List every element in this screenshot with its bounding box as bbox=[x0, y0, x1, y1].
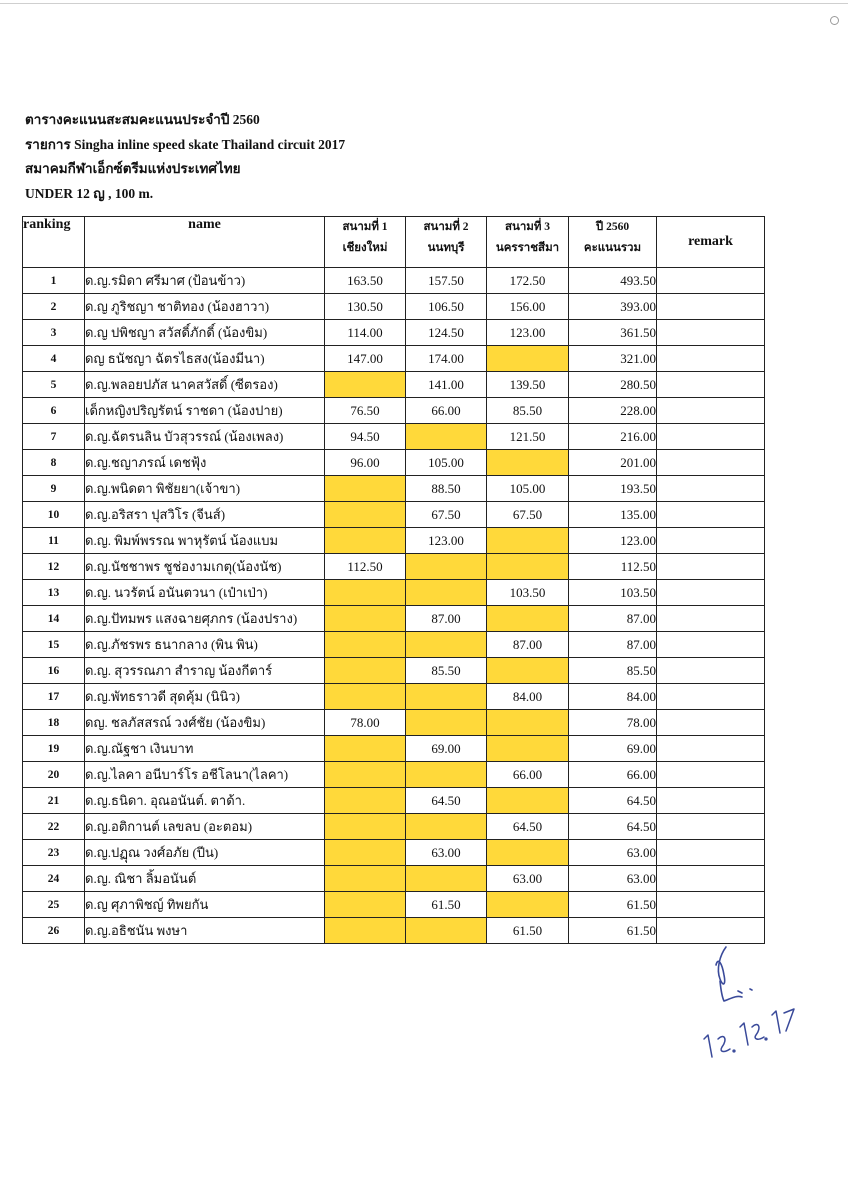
venue3-score-cell: 139.50 bbox=[487, 372, 569, 398]
rank-cell: 26 bbox=[23, 918, 85, 944]
table-row bbox=[23, 294, 765, 320]
athlete-name-cell: ดญ ธนัชญา ฉัตรไธสง(น้องมีนา) bbox=[85, 346, 325, 372]
table-row bbox=[23, 892, 765, 918]
venue3-score-cell bbox=[487, 658, 569, 684]
rank-cell: 3 bbox=[23, 320, 85, 346]
venue3-score-cell: 66.00 bbox=[487, 762, 569, 788]
rank-cell: 23 bbox=[23, 840, 85, 866]
remark-cell bbox=[657, 476, 765, 502]
signature-strokes bbox=[716, 947, 752, 1001]
venue2-score-cell bbox=[406, 632, 487, 658]
venue1-score-cell: 78.00 bbox=[325, 710, 406, 736]
venue3-score-cell: 105.00 bbox=[487, 476, 569, 502]
header-category: UNDER 12 ญ , 100 m. bbox=[25, 185, 154, 201]
remark-cell bbox=[657, 632, 765, 658]
athlete-name-cell: ด.ญ.ฉัตรนลิน บัวสุวรรณ์ (น้องเพลง) bbox=[85, 424, 325, 450]
venue1-score-cell: 163.50 bbox=[325, 268, 406, 294]
table-row bbox=[23, 918, 765, 944]
venue3-score-cell: 61.50 bbox=[487, 918, 569, 944]
remark-cell bbox=[657, 788, 765, 814]
athlete-name-cell: ด.ญ.อธิชนัน พงษา bbox=[85, 918, 325, 944]
venue2-score-cell bbox=[406, 814, 487, 840]
table-row bbox=[23, 424, 765, 450]
venue2-score-cell: 157.50 bbox=[406, 268, 487, 294]
athlete-name-cell: ด.ญ.นัชชาพร ชูช่องามเกตุ(น้องนัช) bbox=[85, 554, 325, 580]
venue1-score-cell bbox=[325, 918, 406, 944]
rank-cell: 22 bbox=[23, 814, 85, 840]
total-score-cell: 64.50 bbox=[569, 788, 657, 814]
remark-cell bbox=[657, 814, 765, 840]
venue1-place: เชียงใหม่ bbox=[342, 242, 388, 254]
venue3-score-cell: 67.50 bbox=[487, 502, 569, 528]
remark-cell bbox=[657, 320, 765, 346]
remark-cell bbox=[657, 268, 765, 294]
athlete-name-cell: ด.ญ.ภัชรพร ธนากลาง (พิน พิน) bbox=[85, 632, 325, 658]
athlete-name-cell: ด.ญ. สุวรรณภา สำราญ น้องกีตาร์ bbox=[85, 658, 325, 684]
venue2-score-cell: 85.50 bbox=[406, 658, 487, 684]
total-score-cell: 63.00 bbox=[569, 840, 657, 866]
venue1-score-cell bbox=[325, 684, 406, 710]
venue1-score-cell bbox=[325, 866, 406, 892]
table-row bbox=[23, 736, 765, 762]
total-score-cell: 61.50 bbox=[569, 892, 657, 918]
table-row bbox=[23, 554, 765, 580]
venue1-score-cell bbox=[325, 840, 406, 866]
rank-cell: 6 bbox=[23, 398, 85, 424]
rank-cell: 5 bbox=[23, 372, 85, 398]
venue3-score-cell: 87.00 bbox=[487, 632, 569, 658]
table-row bbox=[23, 762, 765, 788]
athlete-name-cell: ด.ญ. นวรัตน์ อนันตวนา (เป๋าเป่า) bbox=[85, 580, 325, 606]
col-header-venue3 bbox=[487, 217, 569, 268]
venue1-score-cell bbox=[325, 762, 406, 788]
table-row bbox=[23, 866, 765, 892]
venue3-title: สนามที่ 3 bbox=[504, 221, 551, 233]
remark-cell bbox=[657, 554, 765, 580]
venue2-score-cell: 63.00 bbox=[406, 840, 487, 866]
athlete-name-cell: ด.ญ ปพิชญา สวัสดิ์ภักดิ์ (น้องขิม) bbox=[85, 320, 325, 346]
score-table-body bbox=[23, 268, 765, 944]
venue2-score-cell: 69.00 bbox=[406, 736, 487, 762]
venue1-score-cell bbox=[325, 580, 406, 606]
athlete-name-cell: ด.ญ.พัทธราวดี สุดคุ้ม (นินิว) bbox=[85, 684, 325, 710]
remark-cell bbox=[657, 580, 765, 606]
venue3-score-cell: 156.00 bbox=[487, 294, 569, 320]
venue1-score-cell bbox=[325, 788, 406, 814]
remark-cell bbox=[657, 658, 765, 684]
table-row bbox=[23, 398, 765, 424]
venue2-score-cell: 124.50 bbox=[406, 320, 487, 346]
remark-cell bbox=[657, 502, 765, 528]
rank-cell: 10 bbox=[23, 502, 85, 528]
remark-cell bbox=[657, 840, 765, 866]
athlete-name-cell: ด.ญ. พิมพ์พรรณ พาหุรัตน์ น้องแบม bbox=[85, 528, 325, 554]
venue2-score-cell: 64.50 bbox=[406, 788, 487, 814]
total-score-cell: 84.00 bbox=[569, 684, 657, 710]
total-score-cell: 85.50 bbox=[569, 658, 657, 684]
rank-cell: 7 bbox=[23, 424, 85, 450]
table-row bbox=[23, 580, 765, 606]
remark-cell bbox=[657, 736, 765, 762]
table-row bbox=[23, 710, 765, 736]
venue3-score-cell bbox=[487, 606, 569, 632]
remark-cell bbox=[657, 606, 765, 632]
col-header-venue1 bbox=[325, 217, 406, 268]
header-organizer: สมาคมกีฬาเอ็กซ์ตรีมแห่งประเทศไทย bbox=[25, 161, 241, 176]
venue2-score-cell bbox=[406, 424, 487, 450]
rank-cell: 16 bbox=[23, 658, 85, 684]
athlete-name-cell: ด.ญ ภูริชญา ชาติทอง (น้องฮาวา) bbox=[85, 294, 325, 320]
venue2-score-cell: 123.00 bbox=[406, 528, 487, 554]
venue3-score-cell: 84.00 bbox=[487, 684, 569, 710]
venue2-score-cell bbox=[406, 866, 487, 892]
venue3-score-cell bbox=[487, 528, 569, 554]
total-sub: คะแนนรวม bbox=[583, 242, 642, 254]
rank-cell: 14 bbox=[23, 606, 85, 632]
venue1-score-cell: 147.00 bbox=[325, 346, 406, 372]
athlete-name-cell: ด.ญ ศุภาพิชญ์ ทิพยกัน bbox=[85, 892, 325, 918]
col-header-venue2 bbox=[406, 217, 487, 268]
venue3-score-cell bbox=[487, 840, 569, 866]
venue3-score-cell bbox=[487, 450, 569, 476]
venue2-score-cell bbox=[406, 710, 487, 736]
scan-speck bbox=[830, 16, 839, 25]
venue3-score-cell: 64.50 bbox=[487, 814, 569, 840]
venue1-score-cell bbox=[325, 814, 406, 840]
venue3-score-cell: 103.50 bbox=[487, 580, 569, 606]
venue1-score-cell bbox=[325, 892, 406, 918]
remark-cell bbox=[657, 528, 765, 554]
venue3-score-cell: 121.50 bbox=[487, 424, 569, 450]
venue3-score-cell: 172.50 bbox=[487, 268, 569, 294]
venue3-score-cell bbox=[487, 736, 569, 762]
venue1-score-cell: 114.00 bbox=[325, 320, 406, 346]
table-row bbox=[23, 268, 765, 294]
venue3-score-cell: 123.00 bbox=[487, 320, 569, 346]
header-title: ตารางคะแนนสะสมคะแนนประจำปี 2560 bbox=[25, 112, 260, 127]
venue3-score-cell bbox=[487, 892, 569, 918]
table-row bbox=[23, 502, 765, 528]
total-score-cell: 123.00 bbox=[569, 528, 657, 554]
col-header-name: name bbox=[85, 217, 325, 268]
table-row bbox=[23, 684, 765, 710]
total-score-cell: 280.50 bbox=[569, 372, 657, 398]
athlete-name-cell: ด.ญ.ชญาภรณ์ เดชฟุ้ง bbox=[85, 450, 325, 476]
venue2-score-cell: 141.00 bbox=[406, 372, 487, 398]
remark-cell bbox=[657, 372, 765, 398]
athlete-name-cell: ด.ญ.ธนิดา. อุณอนันต์. ตาด้า. bbox=[85, 788, 325, 814]
table-row bbox=[23, 840, 765, 866]
total-score-cell: 228.00 bbox=[569, 398, 657, 424]
venue2-score-cell: 174.00 bbox=[406, 346, 487, 372]
col-header-ranking: ranking bbox=[23, 217, 85, 268]
total-score-cell: 61.50 bbox=[569, 918, 657, 944]
venue2-score-cell: 106.50 bbox=[406, 294, 487, 320]
venue3-score-cell: 63.00 bbox=[487, 866, 569, 892]
athlete-name-cell: ด.ญ.ไลคา อนีบาร์โร อชีโลนา(ไลคา) bbox=[85, 762, 325, 788]
venue2-score-cell: 105.00 bbox=[406, 450, 487, 476]
venue3-score-cell bbox=[487, 710, 569, 736]
venue2-title: สนามที่ 2 bbox=[423, 221, 469, 233]
total-score-cell: 87.00 bbox=[569, 632, 657, 658]
rank-cell: 9 bbox=[23, 476, 85, 502]
venue1-score-cell bbox=[325, 372, 406, 398]
remark-cell bbox=[657, 398, 765, 424]
total-score-cell: 393.00 bbox=[569, 294, 657, 320]
table-row bbox=[23, 814, 765, 840]
rank-cell: 4 bbox=[23, 346, 85, 372]
remark-cell bbox=[657, 762, 765, 788]
remark-cell bbox=[657, 892, 765, 918]
total-score-cell: 321.00 bbox=[569, 346, 657, 372]
venue1-score-cell bbox=[325, 606, 406, 632]
total-score-cell: 69.00 bbox=[569, 736, 657, 762]
rank-cell: 15 bbox=[23, 632, 85, 658]
athlete-name-cell: ด.ญ.อติกานต์ เลขลบ (อะตอม) bbox=[85, 814, 325, 840]
athlete-name-cell: ด.ญ.อริสรา ปุสวิโร (จีนส์) bbox=[85, 502, 325, 528]
rank-cell: 18 bbox=[23, 710, 85, 736]
remark-cell bbox=[657, 450, 765, 476]
rank-cell: 24 bbox=[23, 866, 85, 892]
athlete-name-cell: ด.ญ. ณิชา ลิ้มอนันต์ bbox=[85, 866, 325, 892]
rank-cell: 21 bbox=[23, 788, 85, 814]
venue2-score-cell: 88.50 bbox=[406, 476, 487, 502]
rank-cell: 1 bbox=[23, 268, 85, 294]
total-score-cell: 201.00 bbox=[569, 450, 657, 476]
venue2-place: นนทบุรี bbox=[427, 242, 465, 254]
table-row bbox=[23, 528, 765, 554]
total-score-cell: 66.00 bbox=[569, 762, 657, 788]
remark-cell bbox=[657, 866, 765, 892]
col-header-remark: remark bbox=[657, 217, 765, 268]
venue1-score-cell bbox=[325, 502, 406, 528]
table-row bbox=[23, 372, 765, 398]
athlete-name-cell: ด.ญ.ณัฐชา เงินบาท bbox=[85, 736, 325, 762]
athlete-name-cell: ด.ญ.พนิดตา พิชัยยา(เจ้าขา) bbox=[85, 476, 325, 502]
table-row bbox=[23, 346, 765, 372]
venue1-score-cell: 130.50 bbox=[325, 294, 406, 320]
venue1-score-cell: 96.00 bbox=[325, 450, 406, 476]
handwritten-signature-and-date bbox=[690, 935, 800, 1065]
total-score-cell: 112.50 bbox=[569, 554, 657, 580]
header-event: รายการ Singha inline speed skate Thailand circuit 2017 bbox=[25, 136, 346, 152]
venue1-score-cell: 94.50 bbox=[325, 424, 406, 450]
rank-cell: 12 bbox=[23, 554, 85, 580]
venue1-title: สนามที่ 1 bbox=[342, 221, 388, 233]
athlete-name-cell: ดญ. ชลภัสสรณ์ วงศ์ชัย (น้องขิม) bbox=[85, 710, 325, 736]
remark-cell bbox=[657, 294, 765, 320]
rank-cell: 8 bbox=[23, 450, 85, 476]
venue1-score-cell bbox=[325, 476, 406, 502]
venue2-score-cell: 67.50 bbox=[406, 502, 487, 528]
venue1-score-cell: 112.50 bbox=[325, 554, 406, 580]
signature-date-strokes bbox=[704, 1009, 794, 1057]
total-score-cell: 361.50 bbox=[569, 320, 657, 346]
athlete-name-cell: เด็กหญิงปริญรัตน์ ราชดา (น้องปาย) bbox=[85, 398, 325, 424]
rank-cell: 25 bbox=[23, 892, 85, 918]
table-row bbox=[23, 658, 765, 684]
col-header-total bbox=[569, 217, 657, 268]
remark-cell bbox=[657, 346, 765, 372]
venue3-score-cell bbox=[487, 788, 569, 814]
venue3-score-cell bbox=[487, 346, 569, 372]
total-score-cell: 87.00 bbox=[569, 606, 657, 632]
table-row bbox=[23, 320, 765, 346]
venue2-score-cell bbox=[406, 762, 487, 788]
rank-cell: 11 bbox=[23, 528, 85, 554]
total-score-cell: 216.00 bbox=[569, 424, 657, 450]
venue3-score-cell bbox=[487, 554, 569, 580]
athlete-name-cell: ด.ญ.พลอยปภัส นาคสวัสดิ์ (ซีตรอง) bbox=[85, 372, 325, 398]
score-table bbox=[22, 216, 765, 944]
remark-cell bbox=[657, 710, 765, 736]
venue1-score-cell: 76.50 bbox=[325, 398, 406, 424]
venue1-score-cell bbox=[325, 736, 406, 762]
rank-cell: 19 bbox=[23, 736, 85, 762]
venue1-score-cell bbox=[325, 528, 406, 554]
venue3-score-cell: 85.50 bbox=[487, 398, 569, 424]
total-score-cell: 64.50 bbox=[569, 814, 657, 840]
table-row bbox=[23, 476, 765, 502]
athlete-name-cell: ด.ญ.รมิดา ศรีมาศ (ป้อนข้าว) bbox=[85, 268, 325, 294]
document-header bbox=[25, 108, 345, 206]
venue2-score-cell: 87.00 bbox=[406, 606, 487, 632]
table-row bbox=[23, 788, 765, 814]
rank-cell: 13 bbox=[23, 580, 85, 606]
venue2-score-cell bbox=[406, 918, 487, 944]
total-score-cell: 193.50 bbox=[569, 476, 657, 502]
venue2-score-cell bbox=[406, 580, 487, 606]
total-score-cell: 103.50 bbox=[569, 580, 657, 606]
rank-cell: 17 bbox=[23, 684, 85, 710]
rank-cell: 2 bbox=[23, 294, 85, 320]
athlete-name-cell: ด.ญ.ปัทมพร แสงฉายศุภกร (น้องปราง) bbox=[85, 606, 325, 632]
rank-cell: 20 bbox=[23, 762, 85, 788]
athlete-name-cell: ด.ญ.ปฏุณ วงศ์อภัย (ปีน) bbox=[85, 840, 325, 866]
total-score-cell: 493.50 bbox=[569, 268, 657, 294]
table-row bbox=[23, 632, 765, 658]
total-score-cell: 63.00 bbox=[569, 866, 657, 892]
venue2-score-cell: 61.50 bbox=[406, 892, 487, 918]
table-row bbox=[23, 450, 765, 476]
total-score-cell: 135.00 bbox=[569, 502, 657, 528]
total-title: ปี 2560 bbox=[595, 221, 630, 233]
total-score-cell: 78.00 bbox=[569, 710, 657, 736]
venue1-score-cell bbox=[325, 632, 406, 658]
remark-cell bbox=[657, 424, 765, 450]
remark-cell bbox=[657, 684, 765, 710]
table-header-row bbox=[23, 217, 765, 268]
venue2-score-cell: 66.00 bbox=[406, 398, 487, 424]
scan-top-edge bbox=[0, 3, 848, 4]
venue2-score-cell bbox=[406, 684, 487, 710]
table-row bbox=[23, 606, 765, 632]
venue2-score-cell bbox=[406, 554, 487, 580]
venue1-score-cell bbox=[325, 658, 406, 684]
venue3-place: นครราชสีมา bbox=[495, 242, 560, 254]
